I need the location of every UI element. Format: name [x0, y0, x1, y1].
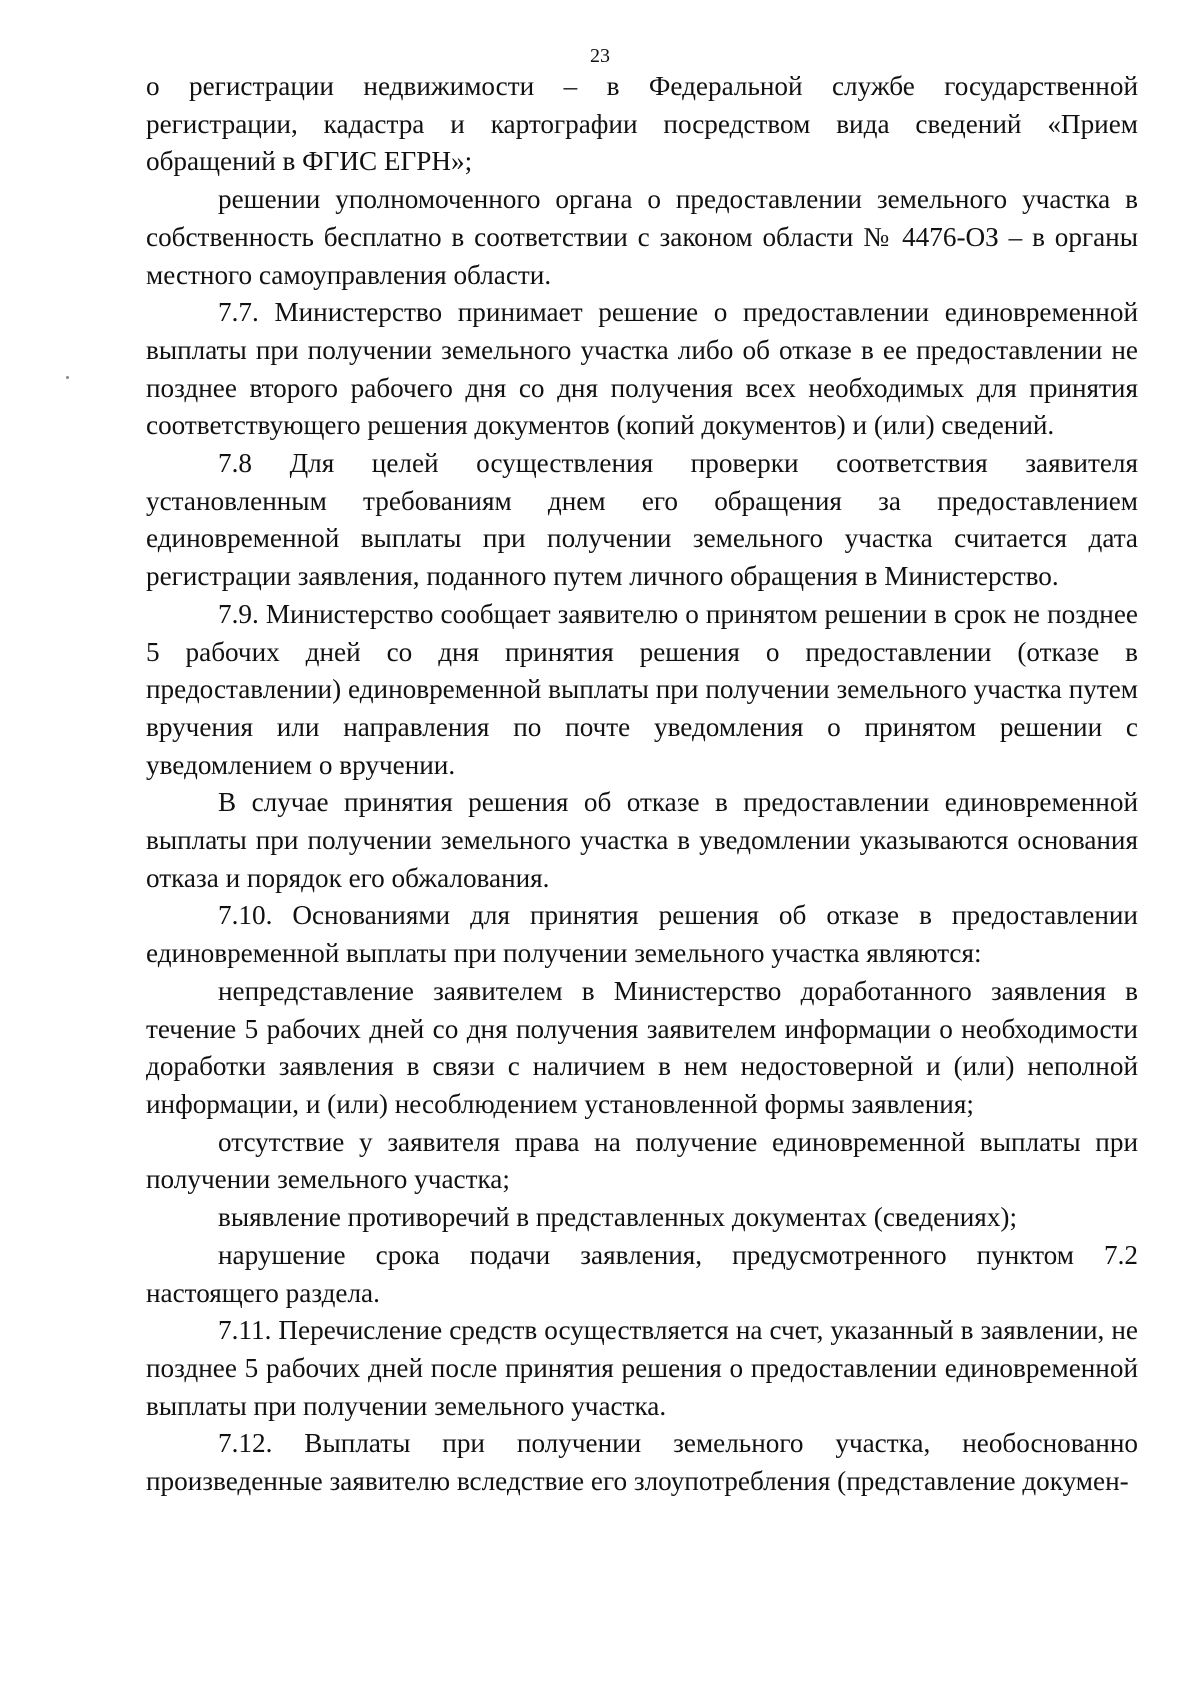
paragraph-7-7: 7.7. Министерство принимает решение о предоставлении единовременной выплаты при получении земельного участка либо об отказе в ее предоставлении не позднее второго рабочего дня со дня получения всех необходимых для принятия соответствующего решения документов (копий документов) и (или) сведений. [146, 297, 1138, 441]
paragraph-7-12: 7.12. Выплаты при получении земельного участка, необоснованно произведенные заявителю вследствие его злоупотребления (представление докумен- [146, 1428, 1138, 1497]
page-number: 23 [590, 45, 610, 67]
paragraph-7-9: 7.9. Министерство сообщает заявителю о принятом решении в срок не позднее 5 рабочих дней со дня принятия решения о предоставлении (отказе в предоставлении) единовременной выплаты при получении земельного участка путем вручения или направления по почте уведомления о принятом решении с уведомлением о вручении. [146, 598, 1138, 780]
paragraph-7-8: 7.8 Для целей осуществления проверки соответствия заявителя установленным требованиям днем его обращения за предоставлением единовременной выплаты при получении земельного участка считается дата регистрации заявления, поданного путем личного обращения в Министерство. [146, 448, 1138, 592]
list-item: нарушение срока подачи заявления, предусмотренного пунктом 7.2 настоящего раздела. [146, 1239, 1138, 1308]
list-item: непредставление заявителем в Министерство доработанного заявления в течение 5 рабочих дней со дня получения заявителем информации о необходимости доработки заявления в связи с наличием в нем недостоверной и (или) неполной информации, и (или) несоблюдением установленной формы заявления; [146, 975, 1138, 1119]
scan-speck [66, 376, 69, 379]
document-body [146, 68, 1138, 1501]
paragraph: решении уполномоченного органа о предоставлении земельного участка в собственность бесплатно в соответствии с законом области № 4476-ОЗ – в органы местного самоуправления области. [146, 184, 1138, 290]
list-item: выявление противоречий в представленных документах (сведениях); [218, 1202, 1018, 1233]
paragraph-continuation: о регистрации недвижимости – в Федеральной службе государственной регистрации, кадастра и картографии посредством вида сведений «Прием обращений в ФГИС ЕГРН»; [146, 71, 1138, 177]
list-item: отсутствие у заявителя права на получение единовременной выплаты при получении земельного участка; [146, 1126, 1138, 1195]
paragraph-7-10: 7.10. Основаниями для принятия решения об отказе в предоставлении единовременной выплаты при получении земельного участка являются: [146, 900, 1138, 969]
paragraph-7-11: 7.11. Перечисление средств осуществляется на счет, указанный в заявлении, не позднее 5 рабочих дней после принятия решения о предоставлении единовременной выплаты при получении земельного участка. [146, 1315, 1138, 1421]
paragraph: В случае принятия решения об отказе в предоставлении единовременной выплаты при получении земельного участка в уведомлении указываются основания отказа и порядок его обжалования. [146, 787, 1138, 893]
